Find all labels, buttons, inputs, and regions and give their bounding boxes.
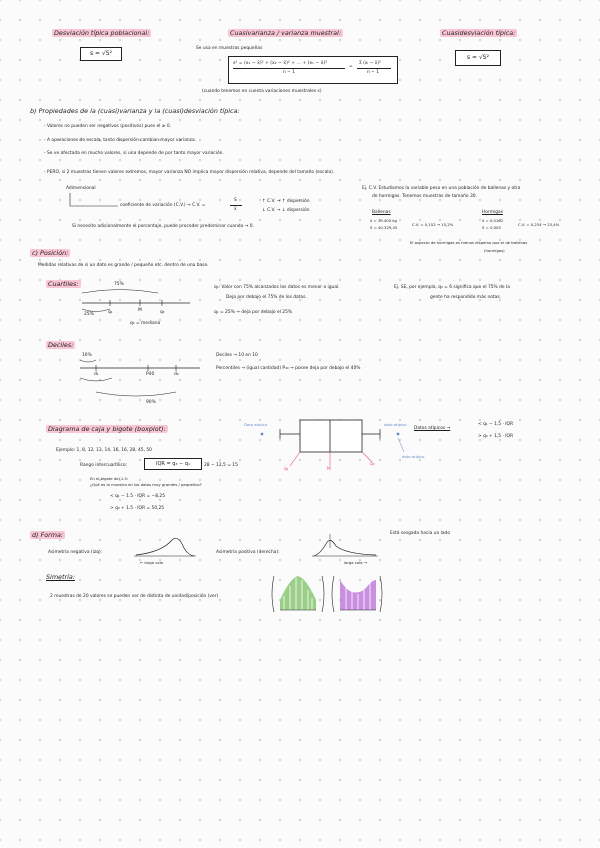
cuartil-75: 75% — [114, 282, 124, 287]
formula-den: n − 1 — [283, 70, 296, 75]
propiedades-heading: b) Propiedades de la (cuasi)varianza y la (cuasi)desviación típica: — [30, 107, 240, 115]
rango-formula: IQR = q₃ − q₁ — [144, 458, 202, 470]
bullet-4: - PERO, si 2 muestras tienen valores extremos, mayor varianza NO implica mayor dispersión relativa, depende del tamaño (escala). — [44, 170, 335, 175]
formula-cuasidesv: s = √S² — [455, 50, 501, 66]
cv-menor: ↑ C.V. → ↑ dispersión — [262, 199, 310, 204]
decil-p40: P40 — [146, 372, 155, 377]
cuartil-q1: q₁ — [108, 310, 113, 315]
label-dato-atipico-l: Dato atípico — [244, 422, 268, 427]
deciles-desc-1: Deciles → 10 en 10 — [216, 353, 258, 358]
criterio-1: < q₁ − 1,5 · IQR — [478, 422, 514, 427]
cuartil-m: M — [138, 308, 142, 313]
coef-variacion: coeficiente de variación (C.V.) → C.V. = — [120, 203, 206, 208]
cuasivarianza-heading: Cuasivarianza / varianza muestral: — [230, 29, 341, 37]
label-q3: q₃ — [370, 462, 375, 467]
cuartil-25: 25% — [84, 312, 94, 317]
ejemplo-q3-2: gente ha respondido más notas. — [430, 295, 502, 300]
calc-2: > q₃ + 1.5 · IQR = 50,25 — [110, 506, 165, 511]
calc-1: < q₁ − 1.5 · IQR = −8,25 — [110, 494, 165, 499]
bullet-3: - Se ve afectada en mucho valores, si una depende de por tanto mayor variación. — [44, 151, 224, 156]
deciles-desc-2: Percentiles → (igual cantidad) P₄₀ → posee deja por debajo el 40% — [216, 366, 361, 371]
rango-valor: 28 − 12,5 = 15 — [204, 463, 238, 468]
simetria-desc: 2 muestras de 20 valores se pueden ver de distinta de unidad/posición (ver) — [50, 594, 219, 599]
label-dato-r: dato atípico — [402, 454, 425, 459]
criterio-2: > q₃ + 1,5 · IQR — [478, 434, 514, 439]
q1-desc: q₁ = 25% → deja por debajo el 25% — [214, 310, 293, 315]
label-m: M — [327, 467, 331, 472]
bigote-nota-1: En el bigote del 1.5: — [90, 476, 129, 481]
boxplot-ejemplo: Ejemplo: 1, 8, 12, 13, 14, 16, 16, 28, 45, 50 — [56, 448, 152, 453]
hormigas-label: Hormigas — [482, 210, 503, 215]
ballenas-cv: C.V. = 0,152 → 15,2% — [412, 222, 454, 227]
deciles-label: Deciles: — [48, 341, 74, 349]
cuartiles-label: Cuartiles: — [48, 280, 79, 288]
ejemplo-cv-2: de hormigas. Tenemos muestras de tamaño 30. — [372, 194, 477, 199]
q3-desc-1: q₃: Valor con 75% alcanzados los datos es menor o igual. — [214, 285, 340, 290]
cv-mayor: ↓ C.V. → ↓ dispersión — [262, 208, 310, 213]
adimensional-label: Adimensional — [66, 186, 96, 191]
bigote-nota-2: ¿Qué es la muestra en los datos muy grandes / pequeños? — [90, 482, 202, 487]
ballenas-vals-2: S = 40.329,45 — [370, 225, 398, 230]
posicion-desc: Medidas relativas de si un dato es grande / pequeño etc. dentro de una base. — [38, 263, 209, 268]
label-q1: q₁ — [284, 467, 289, 472]
asim-pos: Asimetría positiva (derecha): — [216, 550, 280, 555]
desviacion-poblacional-heading: Desviación típica poblacional: — [54, 29, 150, 37]
bullet-2: - A operaciones de escala, tanto dispersión cambian mayor varianza. — [44, 138, 197, 143]
cv-num: S — [234, 198, 237, 203]
hormigas-vals-1: x̄ = 0,0162 — [482, 218, 504, 223]
nota-formula: (cuando tenemos en cuenta variaciones muestrales s) — [202, 89, 322, 94]
cv-den: x̄ — [234, 207, 237, 212]
formula-sum-den: n − 1 — [367, 70, 380, 75]
forma-heading: d) Forma: — [32, 531, 64, 539]
conclusion-1: El aspecto de hormigas es menos disperso que el de ballenas — [410, 240, 528, 245]
rango-label: Rango intercuartílico: — [80, 463, 128, 468]
ejemplo-cv-1: Ej. C.V. Estudiamos la variable peso en una población de ballenas y otra — [362, 186, 521, 191]
nota-forma: Está sesgada hacia un lado — [390, 531, 451, 536]
decil-90: 90% — [146, 400, 156, 405]
cuartil-mediana: q₂ = mediana — [130, 321, 161, 326]
cola-der: larga cola → — [344, 560, 368, 565]
boxplot-heading: Diagrama de caja y bigote (boxplot): — [48, 425, 166, 433]
label-dato-atipico-r: dato atípico — [384, 422, 407, 427]
cuasidesviacion-heading: Cuasidesviación típica: — [442, 29, 516, 37]
cola-izq: ← larga cola — [140, 560, 164, 565]
decil-d1: d₁ — [94, 372, 99, 377]
formula-sum-num: Σ (xᵢ − x̄)² — [359, 61, 381, 66]
nota-porcentaje: Si necesito adicionalmente el porcentaje, puede proceder predominar cuando → 0. — [72, 224, 254, 229]
datos-atipicos: Datos atípicos → — [414, 426, 451, 431]
decil-10: 10% — [82, 353, 92, 358]
conclusion-2: (hormigas) — [484, 248, 505, 253]
simetria-label: Simetría: — [46, 573, 75, 581]
decil-d9: d₉ — [174, 372, 179, 377]
q3-desc-2: Deja por debajo el 75% de los datos. — [226, 295, 307, 300]
cuartil-q3: q₃ — [160, 310, 165, 315]
posicion-heading: c) Posición: — [32, 249, 69, 257]
hormigas-vals-2: S = 0,005 — [482, 225, 501, 230]
ejemplo-q3: Ej. SE, por ejemplo, q₃ = 6 significa que el 75% de la — [394, 285, 510, 290]
bullet-1: - Valores no pueden ser negativos (positivos) pues el ≥ 0. — [44, 124, 172, 129]
formula-poblacional: s = √S² — [80, 47, 122, 61]
ballenas-label: Ballenas — [372, 210, 391, 215]
formula-num: s² = (x₁ − x̄)² + (x₂ − x̄)² + ... + (xₙ − x̄)² — [233, 61, 328, 66]
hormigas-cv: C.V. = 0,234 → 23,4% — [518, 222, 560, 227]
equals-sign: = — [349, 64, 353, 69]
ballenas-vals-1: x̄ = 19.400 kg — [370, 218, 397, 223]
se-usa-note: Se usa en muestras pequeñas — [196, 46, 263, 51]
asim-neg: Asimetría negativa (izq): — [48, 550, 103, 555]
